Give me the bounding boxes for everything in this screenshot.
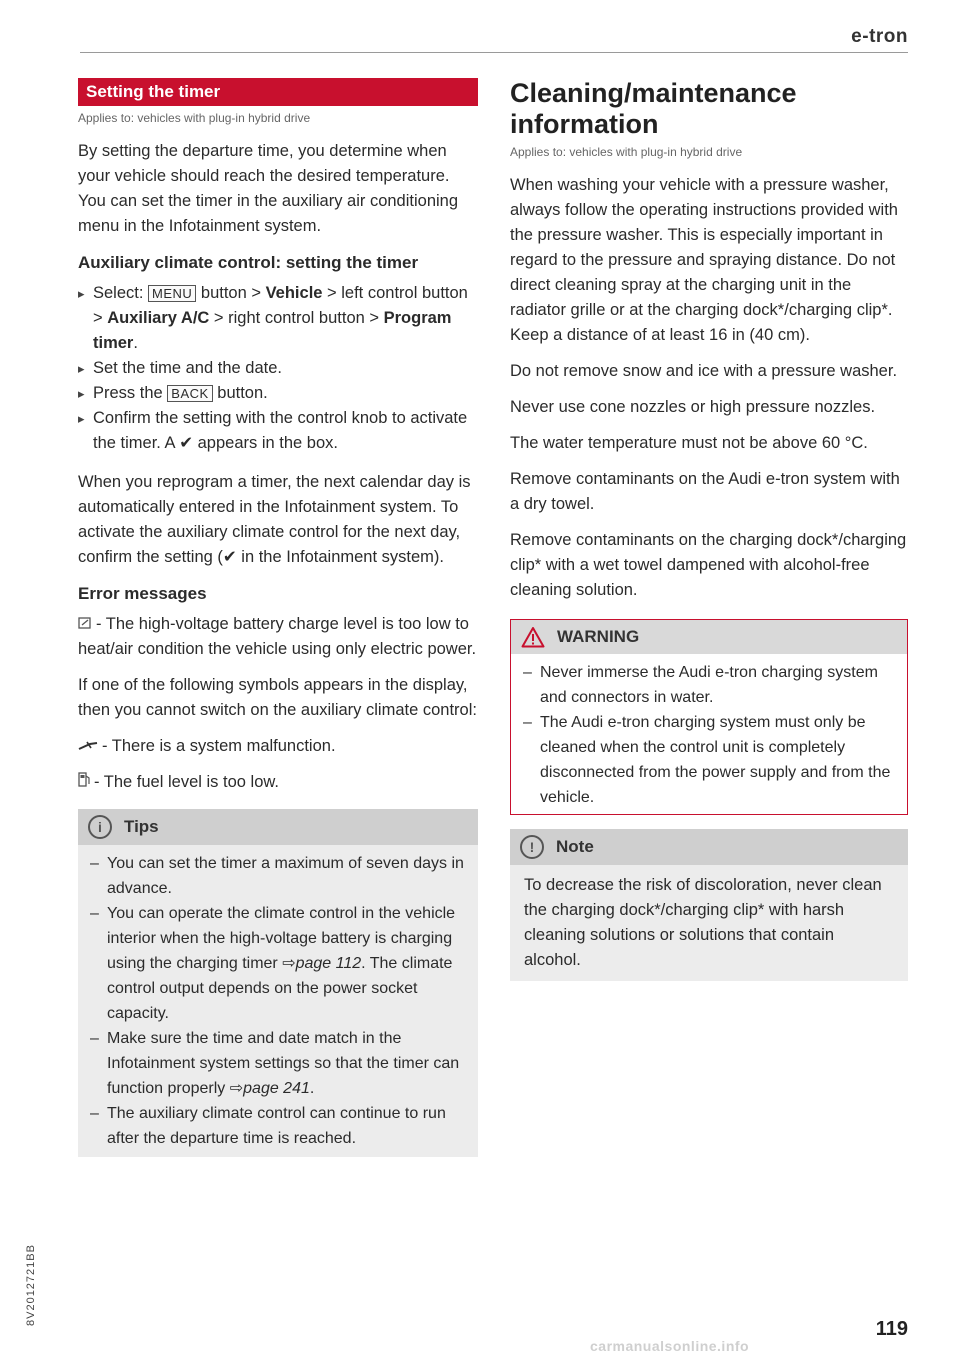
program-timer-label: Program timer bbox=[93, 309, 452, 352]
header-title: e-tron bbox=[851, 26, 908, 47]
header-rule bbox=[80, 52, 908, 53]
list-item: – You can operate the climate control in the vehicle interior when the high-voltage battery is charging using the charging timer ⇨page 112. The climate control output depends on the power socket capacity. bbox=[90, 901, 466, 1026]
note-header bbox=[510, 829, 908, 865]
error-battery: - The high-voltage battery charge level is too low to heat/air condition the vehicle using only electric power. bbox=[78, 612, 478, 662]
intro-paragraph: By setting the departure time, you determine when your vehicle should reach the desired temperature. You can set the timer in the auxiliary air conditioning menu in the Infotainment system. bbox=[78, 142, 459, 235]
vehicle-label: Vehicle bbox=[265, 284, 323, 302]
reprogram-paragraph: When you reprogram a timer, the next calendar day is automatically entered in the Infotainment system. To activate the auxiliary climate control for the next day, confirm the setting (✔ in the Infotainment system). bbox=[78, 473, 471, 566]
fuel-pump-icon bbox=[78, 770, 90, 795]
ref-arrow-icon: ⇨ bbox=[282, 955, 296, 972]
info-circle-icon: i bbox=[88, 815, 112, 839]
list-item: – Never immerse the Audi e-tron charging system and connectors in water. bbox=[523, 660, 895, 710]
battery-warning-icon bbox=[78, 612, 92, 637]
warning-header bbox=[511, 620, 907, 654]
warning-body bbox=[511, 654, 907, 814]
menu-key: MENU bbox=[148, 285, 196, 302]
step-item: ▸ Press the BACK button. bbox=[78, 381, 478, 406]
right-column bbox=[510, 78, 908, 981]
step-item: ▸ Select: MENU button > Vehicle > left control button > Auxiliary A/C > right control button > Program timer. bbox=[78, 281, 478, 356]
error-fuel: - The fuel level is too low. bbox=[78, 770, 478, 795]
step-item: ▸ Confirm the setting with the control knob to activate the timer. A ✔ appears in the box. bbox=[78, 406, 478, 456]
paragraph: Never use cone nozzles or high pressure nozzles. bbox=[510, 398, 876, 416]
exclamation-circle-icon: ! bbox=[520, 835, 544, 859]
error-malfunction: - There is a system malfunction. bbox=[78, 734, 478, 759]
tips-list bbox=[90, 851, 466, 1151]
list-item: – Make sure the time and date match in the Infotainment system settings so that the timer can function properly ⇨page 241. bbox=[90, 1026, 466, 1101]
document-code: 8V2012721BB bbox=[25, 1244, 37, 1326]
paragraph: Do not remove snow and ice with a pressure washer. bbox=[510, 362, 898, 380]
tips-header bbox=[78, 809, 478, 845]
system-malfunction-icon bbox=[78, 734, 98, 759]
step-item: ▸ Set the time and the date. bbox=[78, 356, 478, 381]
warning-box bbox=[510, 619, 908, 815]
warning-triangle-icon bbox=[521, 626, 545, 648]
tips-body bbox=[78, 845, 478, 1157]
paragraph: Remove contaminants on the Audi e-tron system with a dry towel. bbox=[510, 470, 900, 513]
warning-title: WARNING bbox=[557, 627, 640, 646]
list-item: – The auxiliary climate control can continue to run after the departure time is reached. bbox=[90, 1101, 466, 1151]
section-heading: Setting the timer bbox=[78, 78, 478, 106]
back-key: BACK bbox=[167, 385, 212, 402]
sub-heading-timer: Auxiliary climate control: setting the timer bbox=[78, 253, 419, 272]
ref-arrow-icon: ⇨ bbox=[229, 1080, 244, 1097]
paragraph: The water temperature must not be above 60 °C. bbox=[510, 434, 868, 452]
page-reference-link[interactable]: page 112 bbox=[295, 955, 362, 972]
note-body bbox=[510, 865, 908, 981]
left-column bbox=[78, 78, 478, 1157]
list-item: – You can set the timer a maximum of seven days in advance. bbox=[90, 851, 466, 901]
warning-list bbox=[523, 660, 895, 810]
steps-list bbox=[78, 281, 478, 456]
list-item: – The Audi e-tron charging system must only be cleaned when the control unit is completely disconnected from the power supply and from the vehicle. bbox=[523, 710, 895, 810]
watermark: carmanualsonline.info bbox=[590, 1338, 750, 1354]
paragraph: Remove contaminants on the charging dock*/charging clip* with a wet towel dampened with alcohol-free cleaning solution. bbox=[510, 531, 907, 599]
aux-ac-label: Auxiliary A/C bbox=[107, 309, 210, 327]
applies-note: Applies to: vehicles with plug-in hybrid drive bbox=[78, 111, 311, 125]
page-title: Cleaning/maintenance information bbox=[510, 78, 797, 139]
note-box bbox=[510, 829, 908, 981]
page-number: 119 bbox=[875, 1318, 908, 1340]
note-text: To decrease the risk of discoloration, never clean the charging dock*/charging clip* with harsh cleaning solutions or solutions that contain alcohol. bbox=[524, 876, 882, 969]
tips-box bbox=[78, 809, 478, 1157]
tips-title: Tips bbox=[124, 817, 159, 836]
page-reference-link[interactable]: page 241 bbox=[243, 1080, 310, 1097]
paragraph: When washing your vehicle with a pressure washer, always follow the operating instructions provided with the pressure washer. This is especially important in regard to the pressure and spraying distance. Do not direct cleaning spray at the charging unit in the radiator grille or at the charging dock*/charging clip*. Keep a distance of at least 16 in (40 cm). bbox=[510, 176, 898, 344]
error-intro: If one of the following symbols appears in the display, then you cannot switch on the auxiliary climate control: bbox=[78, 676, 477, 719]
note-title: Note bbox=[556, 837, 594, 856]
sub-heading-errors: Error messages bbox=[78, 584, 207, 603]
applies-note: Applies to: vehicles with plug-in hybrid drive bbox=[510, 145, 743, 159]
